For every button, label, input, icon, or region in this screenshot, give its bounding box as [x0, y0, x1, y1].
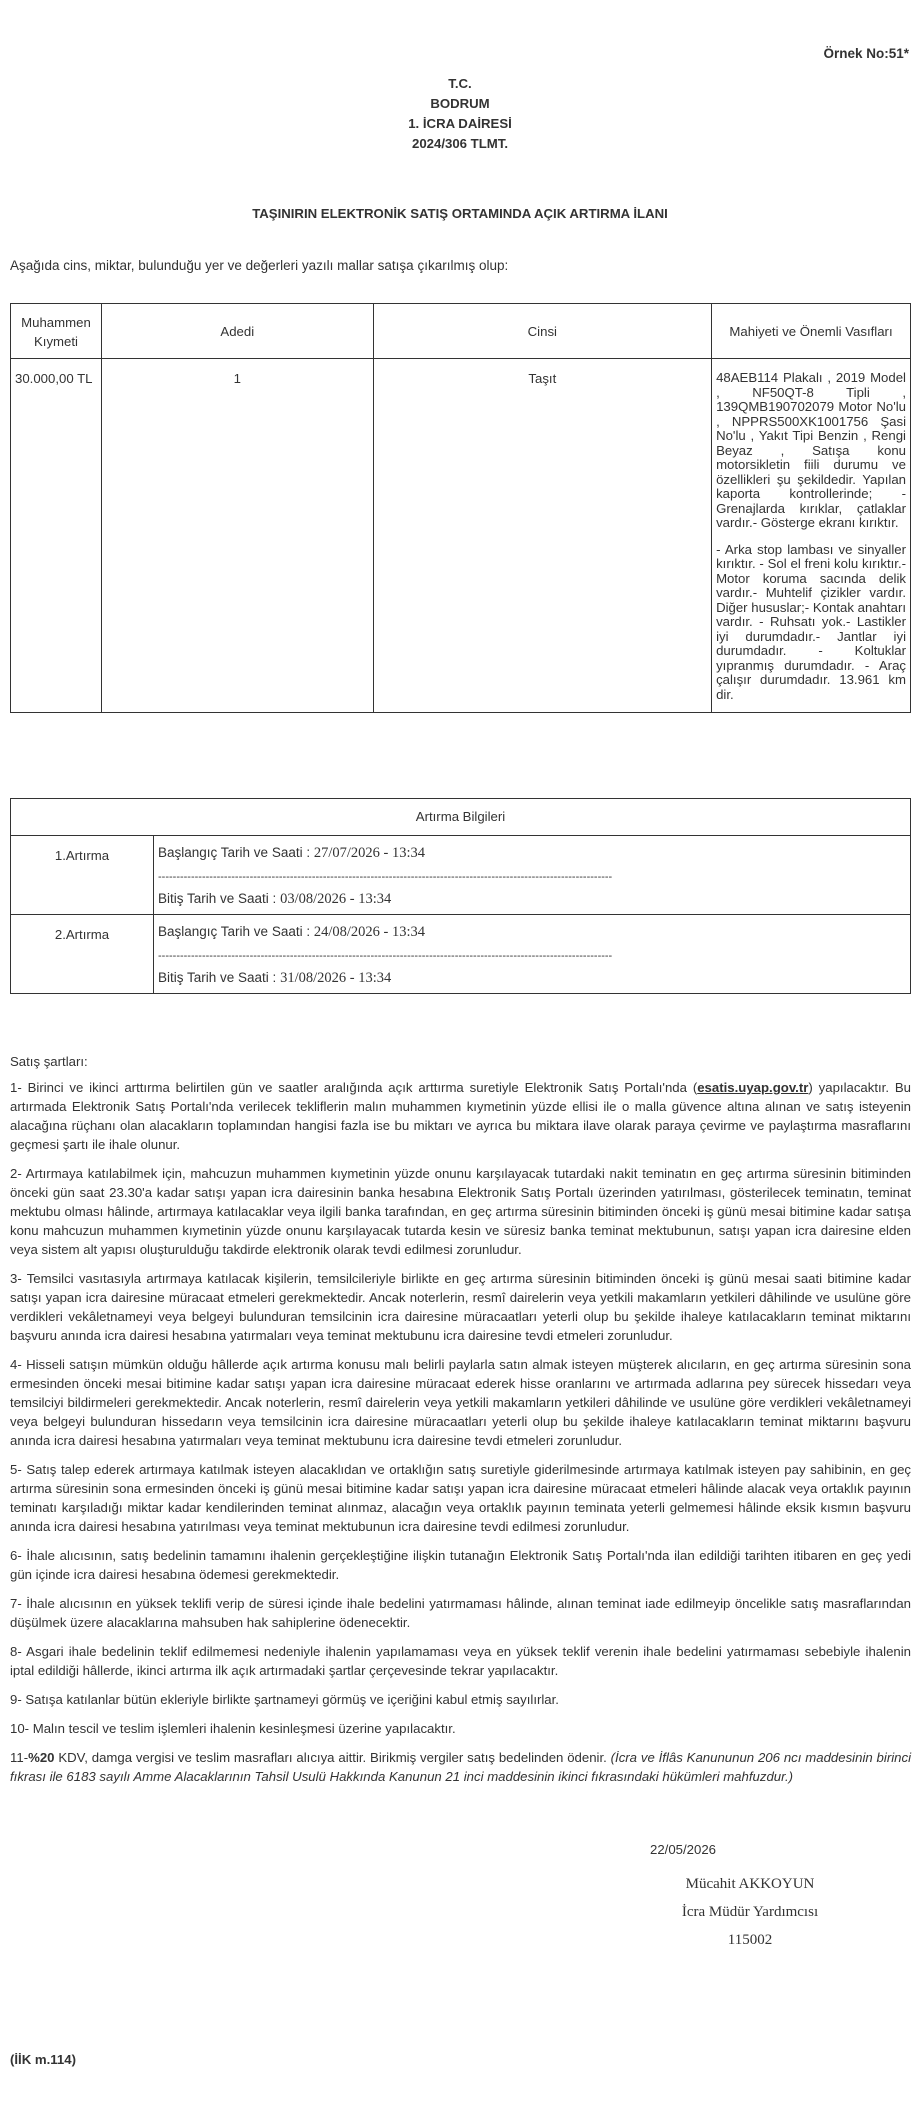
terms-label: Satış şartları:	[10, 1054, 88, 1069]
start-label: Başlangıç Tarih ve Saati :	[158, 845, 311, 860]
divider: ----------------------------------------------------------------------------------------------------------------------------	[158, 951, 613, 961]
start-label: Başlangıç Tarih ve Saati :	[158, 924, 311, 939]
auction-round-2	[11, 915, 911, 994]
auction-header-row	[11, 799, 911, 836]
header-count: Adedi	[101, 304, 373, 359]
term-2: 2- Artırmaya katılabilmek için, mahcuzun muhammen kıymetinin yüzde onunu karşılayacak tutardaki nakit teminatın en geç artırma süresinin bitiminden önceki gün saat 23.30'a kadar satışı yapan icra dairesinin banka hesabına Elektronik Satış Portalı üzerinden yatırılması, gösterilecek teminatın, teminat mektubu olması hâlinde, artırmaya katılacaklar veya ilgili banka tarafından, en geç artırma süresinin bitiminden önceki iş günü mesai bitimine kadar satışa konu mahcuzun muhammen kıymetinin yüzde onunu karşılayacak tutarda kesin ve süresiz banka teminat mektubunun, satışı yapan icra dairesine elden veya sistem alt yapısı oluşturulduğu takdirde elektronik olarak tevdi edilmesi zorunludur.	[10, 1166, 911, 1257]
term-1-pre: 1- Birinci ve ikinci arttırma belirtilen gün ve saatler aralığında açık arttırma suretiyle Elektronik Satış Portalı'nda (	[10, 1080, 698, 1095]
round-name: 1.Artırma	[11, 836, 154, 915]
round-name: 2.Artırma	[11, 915, 154, 994]
signer-number: 115002	[727, 1932, 773, 1948]
sample-number: Örnek No:51*	[823, 46, 909, 61]
description-part-2: - Arka stop lambası ve sinyaller kırıktır. - Sol el freni kolu kırıktır.- Motor koruma sacında delik vardır.- Muhtelif çizikler vardır. Diğer hususlar;- Kontak anahtarı vardır. - Ruhsatı yok.- Lastikler iyi durumdadır.- Jantlar iyi durumdadır. - Koltuklar yıpranmış durumdadır. - Araç çalışır durumdadır. 13.961 km dir.	[716, 541, 906, 702]
start-value: 24/08/2026 - 13:34	[313, 924, 426, 940]
esatis-link[interactable]: esatis.uyap.gov.tr	[697, 1080, 809, 1095]
term-8: 8- Asgari ihale bedelinin teklif edilmemesi nedeniyle ihalenin yapılamaması veya en yüksek teklif verenin ihale bedelini yatırmaması sebebiyle ihalenin iptal edildiği hâllerde, ikinci artırma ilk açık artırmadaki şartlar çerçevesinde tekrar yapılacaktır.	[10, 1644, 911, 1678]
end-label: Bitiş Tarih ve Saati :	[158, 891, 277, 906]
signer-name: Mücahit AKKOYUN	[685, 1876, 815, 1892]
document-header	[0, 74, 920, 154]
term-6: 6- İhale alıcısının, satış bedelinin tamamını ihalenin gerçekleştiğine ilişkin tutanağın Elektronik Satış Portalı'nda ilan edildiği tarihten itibaren en geç yedi gün içinde icra dairesi hesabına ödemesi gerekmektedir.	[10, 1548, 911, 1582]
page-title: TAŞINIRIN ELEKTRONİK SATIŞ ORTAMINDA AÇIK ARTIRMA İLANI	[252, 206, 668, 221]
auction-header: Artırma Bilgileri	[11, 799, 911, 836]
round-info	[154, 836, 911, 915]
items-table	[10, 303, 911, 713]
term-1-post: ) yapılacaktır. Bu artırmada Elektronik Satış Portalı'nda verilecek tekliflerin malın muhammen kıymetinin yüzde ellisi ile o malla güvence altına alınan ve satış isteyenin alacağına rüçhanı olan alacakların toplamından hangisi fazla ise bu miktarı ve ayrıca bu miktara ilave olarak paraya çevirme ve paylaştırma masraflarını geçmesi şartı ile ihale olunur.	[10, 1080, 912, 1152]
end-label: Bitiş Tarih ve Saati :	[158, 970, 277, 985]
header-line-office: 1. İCRA DAİRESİ	[408, 116, 512, 131]
items-table-header-row	[11, 304, 911, 359]
term-11	[10, 1748, 911, 1786]
header-line-file: 2024/306 TLMT.	[411, 136, 509, 151]
header-description: Mahiyeti ve Önemli Vasıfları	[712, 304, 911, 359]
term-11-italic: (İcra ve İflâs Kanununun 206 ncı maddesinin birinci fıkrası ile 6183 sayılı Amme Alacaklarının Tahsil Usulü Hakkında Kanunun 21 inci maddesinin ikinci fıkrasındaki hükümleri mahfuzdur.)	[10, 1750, 911, 1784]
round-end	[158, 969, 906, 987]
term-11-bold: %20	[28, 1750, 55, 1765]
round-start	[158, 923, 906, 941]
law-reference: (İİK m.114)	[10, 2052, 76, 2067]
end-value: 31/08/2026 - 13:34	[280, 970, 392, 986]
term-3: 3- Temsilci vasıtasıyla artırmaya katılacak kişilerin, temsilcileriyle birlikte en geç artırma süresinin bitiminden önceki iş günü mesai saati bitimine kadar satışı yapan icra dairesine müracaat etmeleri gerekmektedir. Ancak noterlerin, resmî dairelerin veya yetkili makamların yetkileri dâhilinde ve usulüne göre verdikleri vekâletnameyi veya belgeyi bulunduran temsilcinin icra dairesine müracaatları yeterli olup bu şekilde ihaleye katılacakların teminat miktarını başvuru anında icra dairesi hesabına yatırmaları veya teminat mektubunu icra dairesine tevdi etmeleri zorunludur.	[10, 1271, 911, 1343]
table-row	[11, 359, 911, 713]
sale-terms	[10, 1052, 911, 1796]
signature-lines	[630, 1870, 870, 1954]
auction-table	[10, 798, 911, 994]
round-start	[158, 844, 906, 862]
description-part-1: 48AEB114 Plakalı , 2019 Model , NF50QT-8 Tipli , 139QMB190702079 Motor No'lu , NPPRS500XK1001756 Şasi No'lu , Yakıt Tipi Benzin , Rengi Beyaz , Satışa konu motorsikletin fiili durumu ve özellikleri şu şekildedir. Yapılan kaporta kontrollerinde; - Grenajlarda kırıklar, çatlaklar vardır.- Gösterge ekranı kırıktır.	[716, 370, 906, 530]
term-9: 9- Satışa katılanlar bütün ekleriyle birlikte şartnameyi görmüş ve içeriğini kabul etmiş sayılırlar.	[10, 1692, 559, 1707]
cell-value: 30.000,00 TL	[11, 359, 102, 713]
cell-type: Taşıt	[373, 359, 711, 713]
term-11-mid: KDV, damga vergisi ve teslim masrafları alıcıya aittir. Birikmiş vergiler satış bedelinden ödenir.	[54, 1750, 611, 1765]
term-7: 7- İhale alıcısının en yüksek teklifi verip de süresi içinde ihale bedelini yatırmaması hâlinde, alınan teminat iade edilmeyip öncelikle satış masraflarından düşülmek üzere alacaklarına mahsuben hak sahiplerine ödenecektir.	[10, 1596, 911, 1630]
intro-text: Aşağıda cins, miktar, bulunduğu yer ve değerleri yazılı mallar satışa çıkarılmış olup:	[10, 258, 509, 273]
header-value: Muhammen Kıymeti	[11, 304, 102, 359]
term-11-pre: 11-	[10, 1750, 29, 1765]
header-type: Cinsi	[373, 304, 711, 359]
cell-count: 1	[101, 359, 373, 713]
start-value: 27/07/2026 - 13:34	[313, 845, 426, 861]
term-4: 4- Hisseli satışın mümkün olduğu hâllerde açık artırma konusu malı belirli paylarla satın almak isteyen müşterek alıcıların, en geç artırma süresinin sona ermesinden önceki mesai bitimine kadar satışı yapan icra dairesine müracaat ederek hisse oranlarını ve artırmada adlarına pey sürecek hissedarı veya temsilciyi bildirmeleri gerekmektedir. Ancak noterlerin, resmî dairelerin veya yetkili makamların yetkileri dâhilinde ve usulüne göre verdikleri vekâletnameyi veya belgeyi bulunduran hissedarın veya temsilcinin icra dairesine müracaatları yeterli olup bu şekilde ihaleye katılacakların teminat miktarını başvuru anında icra dairesi hesabına yatırmaları veya teminat mektubunu icra dairesine tevdi etmeleri zorunludur.	[10, 1357, 911, 1448]
round-end	[158, 890, 906, 908]
header-line-city: BODRUM	[430, 96, 490, 111]
term-10: 10- Malın tescil ve teslim işlemleri ihalenin kesinleşmesi üzerine yapılacaktır.	[10, 1721, 456, 1736]
round-info	[154, 915, 911, 994]
signer-title: İcra Müdür Yardımcısı	[681, 1904, 819, 1920]
cell-description	[712, 359, 911, 713]
auction-round-1	[11, 836, 911, 915]
term-1	[10, 1078, 911, 1154]
header-line-tc: T.C.	[448, 76, 472, 91]
term-5: 5- Satış talep ederek artırmaya katılmak isteyen alacaklıdan ve ortaklığın satış suretiyle giderilmesinde artırmaya katılmak isteyen pay sahibinin, en geç artırma süresinin sona ermesinden önceki iş günü mesai bitimine kadar satışı yapan icra dairesine müracaat etmeleri hâlinde alacak veya ortaklık payının teminatı karşıladığı miktar kadar kendilerinden teminat alınmaz, alacağın veya ortaklık payının teminata yeterli gelmemesi hâlinde eksik kısmın başvuru anında icra dairesi hesabına yatırılması veya teminat mektubunun icra dairesine tevdi edilmesi zorunludur.	[10, 1462, 911, 1534]
end-value: 03/08/2026 - 13:34	[280, 891, 392, 907]
signature-date: 22/05/2026	[650, 1842, 717, 1857]
divider: ----------------------------------------------------------------------------------------------------------------------------	[158, 872, 613, 882]
